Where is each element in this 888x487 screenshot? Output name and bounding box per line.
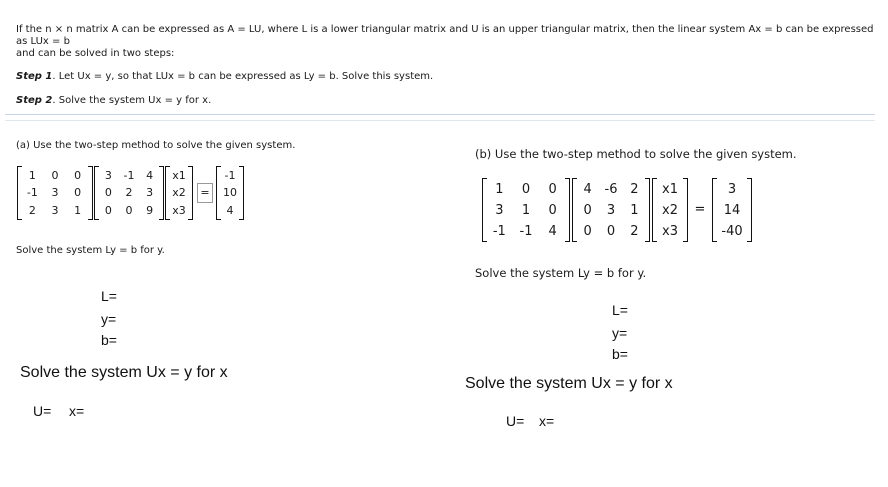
step-2-label: Step 2 [16, 95, 53, 106]
vector-cell: x1 [662, 182, 678, 197]
part-a-prompt: (a) Use the two-step method to solve the given system. [16, 140, 296, 151]
matrix-cell: -1 [26, 186, 38, 200]
matrix-cell: 4 [548, 224, 557, 239]
intro-line-3: and can be solved in two steps: [16, 48, 175, 59]
part-b-vector-x [652, 178, 688, 242]
vector-cell: x2 [172, 186, 186, 200]
matrix-cell: 2 [630, 182, 639, 197]
part-a-matrix-U [94, 166, 164, 220]
vector-cell: x3 [172, 203, 186, 217]
part-b-answer-U: U= [506, 413, 525, 429]
step-2-text: . Solve the system Ux = y for x. [52, 95, 212, 106]
vector-cell: x3 [662, 224, 678, 239]
matrix-cell: 2 [125, 186, 133, 200]
matrix-cell: 1 [495, 182, 504, 197]
matrix-cell: 9 [146, 203, 154, 217]
part-a-solve-ux: Solve the system Ux = y for x [20, 364, 228, 381]
part-a-note-b: b= [101, 332, 117, 348]
matrix-cell: 0 [548, 203, 557, 218]
part-a-answer-x: x= [69, 403, 85, 419]
matrix-cell: 2 [28, 203, 36, 217]
equals-sign: = [694, 202, 706, 217]
vector-cell: x1 [172, 169, 186, 182]
matrix-cell: 1 [521, 203, 531, 218]
part-a-answer-U: U= [33, 403, 52, 419]
part-b-vector-b [712, 178, 752, 242]
matrix-cell: 3 [606, 203, 616, 218]
vector-cell: 4 [226, 203, 234, 217]
matrix-cell: 0 [606, 224, 616, 239]
matrix-cell: 1 [74, 203, 82, 217]
matrix-cell: 1 [28, 169, 36, 182]
matrix-cell: 3 [146, 186, 154, 200]
matrix-cell: 0 [583, 203, 592, 218]
part-b-note-b: b= [612, 346, 628, 362]
part-a-matrix-L [17, 166, 93, 220]
matrix-cell: 2 [630, 224, 639, 239]
vector-cell: 3 [727, 182, 737, 197]
vector-cell: 14 [723, 203, 741, 218]
part-a-vector-b [216, 166, 244, 220]
part-b-answer-x: x= [539, 413, 555, 429]
matrix-cell: 0 [125, 203, 133, 217]
equals-sign: = [197, 183, 213, 203]
part-a-note-L: L= [101, 288, 117, 304]
vector-cell: -1 [224, 169, 236, 182]
matrix-cell: 0 [521, 182, 531, 197]
matrix-cell: 0 [104, 203, 112, 217]
step-1 [16, 71, 433, 83]
matrix-cell: 0 [51, 169, 59, 182]
part-b-note-y: y= [612, 325, 628, 341]
matrix-cell: 4 [583, 182, 592, 197]
vector-cell: x2 [662, 203, 678, 218]
divider [5, 120, 875, 121]
part-a-vector-x [165, 166, 193, 220]
part-b-prompt: (b) Use the two-step method to solve the given system. [475, 147, 797, 161]
step-1-label: Step 1 [16, 71, 53, 82]
matrix-cell: 0 [548, 182, 557, 197]
step-1-text: . Let Ux = y, so that LUx = b can be expressed as Ly = b. Solve this system. [52, 71, 434, 82]
part-b-note-L: L= [612, 302, 628, 318]
matrix-cell: -1 [123, 169, 135, 182]
part-a-solve-ly: Solve the system Ly = b for y. [16, 245, 165, 256]
matrix-cell: -6 [604, 182, 618, 197]
part-b-solve-ux: Solve the system Ux = y for x [465, 375, 673, 392]
divider [5, 114, 875, 115]
matrix-cell: 3 [104, 169, 112, 182]
vector-cell: 10 [223, 186, 237, 200]
part-b-solve-ly: Solve the system Ly = b for y. [475, 266, 647, 280]
matrix-cell: 3 [51, 186, 59, 200]
matrix-cell: 3 [495, 203, 504, 218]
part-b-matrix-L [482, 178, 570, 242]
vector-cell: -40 [721, 224, 743, 239]
intro-line-2: as LUx = b [16, 36, 70, 47]
matrix-cell: 4 [146, 169, 154, 182]
matrix-cell: 0 [74, 169, 82, 182]
matrix-cell: -1 [492, 224, 506, 239]
matrix-cell: 1 [630, 203, 639, 218]
matrix-cell: 0 [104, 186, 112, 200]
matrix-cell: -1 [519, 224, 533, 239]
matrix-cell: 3 [51, 203, 59, 217]
part-a-note-y: y= [101, 311, 117, 327]
step-2 [16, 95, 211, 107]
intro-line-1: If the n × n matrix A can be expressed as A = LU, where L is a lower triangular matrix and U is an upper triangular matrix, then the linear system Ax = b can be expressed [16, 24, 874, 35]
matrix-cell: 0 [583, 224, 592, 239]
matrix-cell: 0 [74, 186, 82, 200]
part-b-matrix-U [572, 178, 650, 242]
